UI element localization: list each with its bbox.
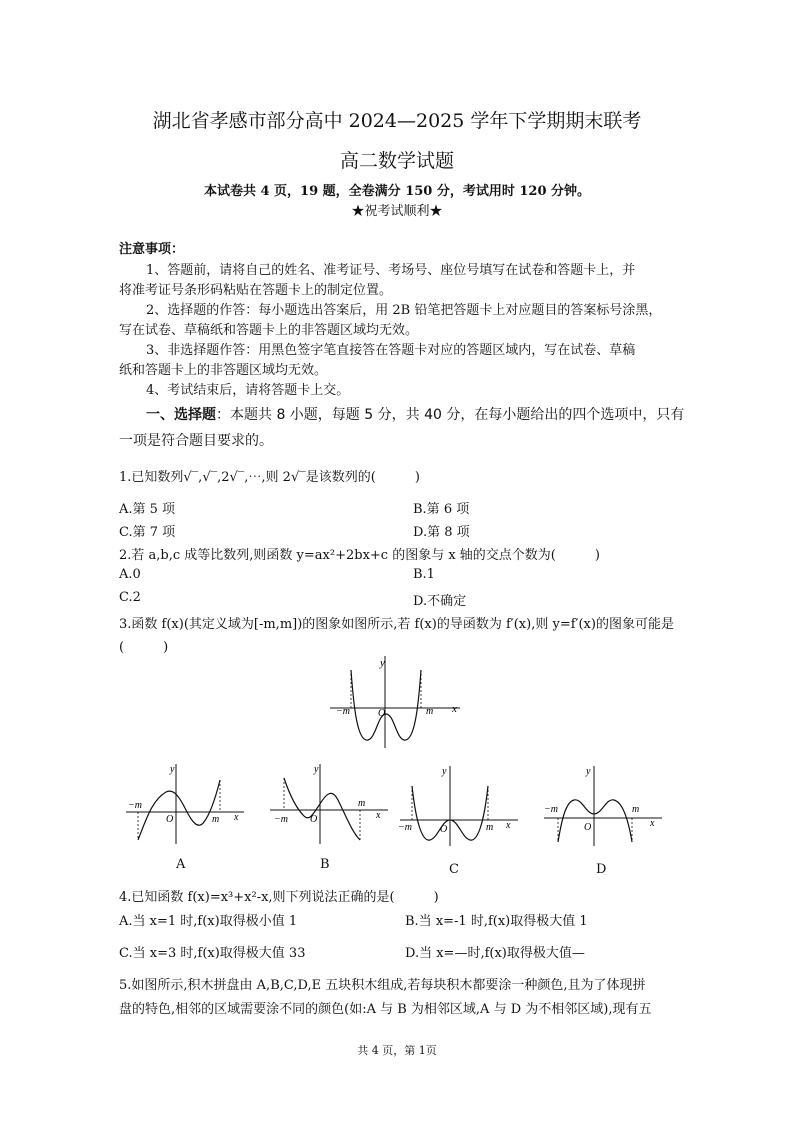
- note-1b: 将准考证号条形码粘贴在答题卡上的制定位置。: [119, 283, 393, 298]
- q3-main-graph: [330, 652, 465, 752]
- f-curve: [351, 670, 421, 740]
- q2-option-b: B.1: [413, 567, 435, 582]
- label-y: y: [442, 766, 447, 777]
- label-m: m: [358, 798, 366, 809]
- label-x: x: [650, 818, 655, 829]
- section-1-line-b: 一项是符合题目要求的。: [119, 433, 273, 449]
- q5-line-2: 盘的特色,相邻的区域需要涂不同的颜色(如:A 与 B 为相邻区域,A 与 D 为不相邻区域),现有五: [119, 1002, 652, 1017]
- label-neg-m: −m: [128, 800, 142, 811]
- q3-option-c-label: C: [449, 862, 459, 877]
- label-o: O: [584, 822, 592, 833]
- label-o: O: [378, 708, 386, 719]
- section-1-label: 一、选择题: [146, 407, 216, 423]
- q4-option-d: D.当 x=—时,f(x)取得极大值—: [405, 946, 585, 961]
- label-x: x: [234, 812, 239, 823]
- q1-option-b: B.第 6 项: [413, 502, 470, 517]
- label-x: x: [506, 820, 511, 831]
- section-1-line-a: [146, 404, 684, 424]
- q3-graph-a: [124, 760, 246, 846]
- label-m: m: [632, 804, 640, 815]
- label-neg-m: −m: [544, 804, 558, 815]
- label-x: x: [452, 703, 457, 715]
- q4-option-b: B.当 x=-1 时,f(x)取得极大值 1: [405, 914, 588, 929]
- note-2a: 2、选择题的作答：每小题选出答案后，用 2B 铅笔把答题卡上对应题目的答案标号涂黑，: [146, 303, 662, 318]
- label-y: y: [170, 764, 175, 775]
- q2-option-a: A.0: [119, 567, 141, 582]
- label-o: O: [310, 814, 318, 825]
- label-neg-m: −m: [336, 706, 350, 717]
- note-4: 4、考试结束后，请将答题卡上交。: [146, 383, 350, 398]
- label-y: y: [586, 766, 591, 777]
- label-o: O: [166, 814, 174, 825]
- note-1a: 1、答题前，请将自己的姓名、准考证号、考场号、座位号填写在试卷和答题卡上，并: [146, 263, 636, 278]
- q4-stem: 4.已知函数 f(x)=x³+x²-x,则下列说法正确的是( ): [119, 890, 439, 905]
- q4-option-a: A.当 x=1 时,f(x)取得极小值 1: [119, 914, 298, 929]
- label-y: y: [380, 657, 385, 669]
- exam-title: 湖北省孝感市部分高中 2024—2025 学年下学期期末联考: [152, 110, 642, 132]
- section-1-text-a: ：本题共 8 小题，每题 5 分，共 40 分，在每小题给出的四个选项中，只有: [216, 407, 685, 423]
- q1-option-d: D.第 8 项: [413, 525, 470, 540]
- label-x: x: [376, 810, 381, 821]
- q3-graph-d: [542, 762, 664, 848]
- exam-info: 本试卷共 4 页，19 题，全卷满分 150 分，考试用时 120 分钟。: [203, 184, 591, 199]
- q3-graph-c: [398, 762, 520, 848]
- q5-line-1: 5.如图所示,积木拼盘由 A,B,C,D,E 五块积木组成,若每块积木都要涂一种颜色,且为了体现拼: [119, 978, 646, 993]
- label-m: m: [486, 822, 494, 833]
- q3-option-b-label: B: [320, 857, 330, 872]
- curve: [284, 778, 360, 840]
- label-m: m: [212, 814, 220, 825]
- q3-stem-b: ( ): [119, 640, 169, 655]
- curve: [138, 780, 220, 840]
- note-3a: 3、非选择题作答：用黑色签字笔直接答在答题卡对应的答题区域内，写在试卷、草稿: [146, 343, 636, 358]
- q3-graph-b: [268, 760, 390, 846]
- q2-stem: 2.若 a,b,c 成等比数列,则函数 y=ax²+2bx+c 的图象与 x 轴的交点个数为( ): [119, 548, 600, 563]
- label-o: O: [440, 824, 448, 835]
- q1-stem: 1.已知数列√‾,√‾,2√‾,⋯,则 2√‾是该数列的( ): [119, 470, 420, 485]
- q3-option-a-label: A: [176, 857, 186, 872]
- label-m: m: [426, 706, 434, 717]
- note-2b: 写在试卷、草稿纸和答题卡上的非答题区域均无效。: [119, 323, 419, 338]
- label-neg-m: −m: [274, 814, 288, 825]
- exam-wish: ★祝考试顺利★: [351, 204, 443, 219]
- notes-heading: 注意事项：: [119, 242, 185, 257]
- note-3b: 纸和答题卡上的非答题区域均无效。: [119, 363, 328, 378]
- q3-option-d-label: D: [596, 862, 607, 877]
- q2-option-c: C.2: [119, 590, 141, 605]
- q2-option-d: D.不确定: [413, 594, 467, 609]
- q3-stem-a: 3.函数 f(x)(其定义域为[-m,m])的图象如图所示,若 f(x)的导函数为 f′(x),则 y=f′(x)的图象可能是: [119, 617, 674, 632]
- q1-option-a: A.第 5 项: [119, 502, 176, 517]
- curve: [558, 800, 632, 842]
- label-y: y: [314, 764, 319, 775]
- q1-option-c: C.第 7 项: [119, 525, 176, 540]
- label-neg-m: −m: [398, 822, 412, 833]
- q4-option-c: C.当 x=3 时,f(x)取得极大值 33: [119, 946, 306, 961]
- page-footer: 共 4 页，第 1页: [357, 1044, 437, 1057]
- exam-subtitle: 高二数学试题: [339, 150, 454, 172]
